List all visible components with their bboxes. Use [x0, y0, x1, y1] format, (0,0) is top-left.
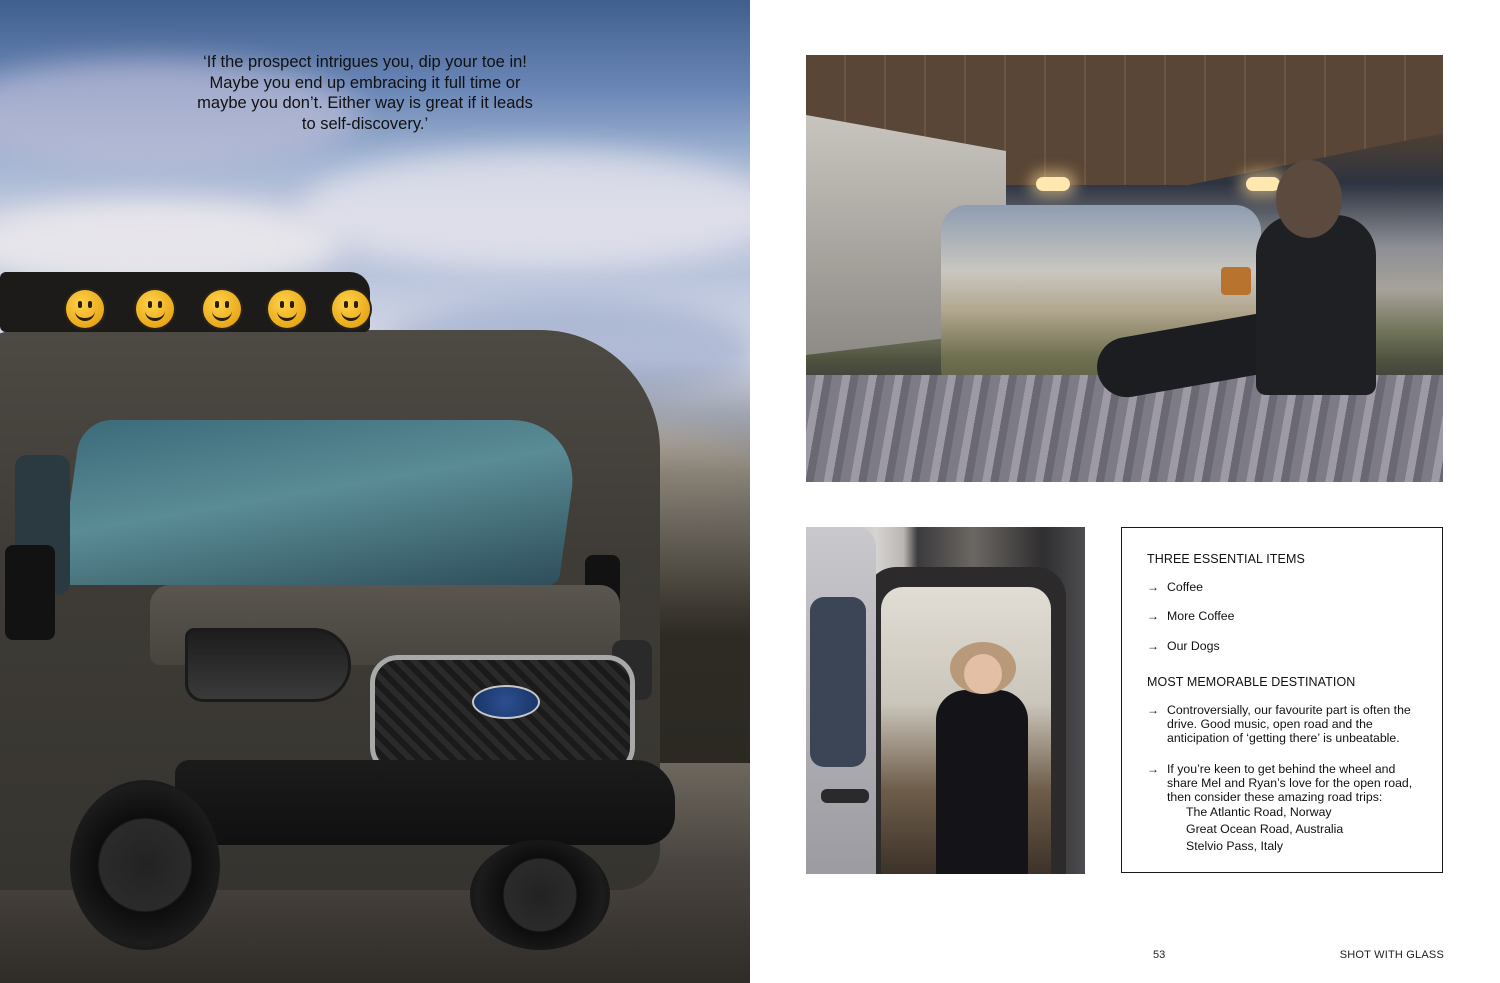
- road-trip-list: [1186, 804, 1417, 855]
- essential-item: Coffee: [1167, 580, 1204, 595]
- arrow-right-icon: →: [1147, 638, 1159, 653]
- page-number: 53: [1153, 949, 1166, 961]
- road-trip-intro: If you’re keen to get behind the wheel and share Mel and Ryan’s love for the open road, then consider these amazing road trips:: [1167, 761, 1413, 805]
- info-box: [1121, 527, 1443, 873]
- list-item: [1147, 762, 1417, 856]
- ford-logo: [472, 685, 540, 719]
- destination-heading: MOST MEMORABLE DESTINATION: [1147, 674, 1356, 689]
- list-item: [1147, 703, 1417, 746]
- van-wheel: [70, 780, 220, 950]
- smiley-light-icon: [136, 290, 174, 328]
- van-interior-photo: [806, 55, 1443, 482]
- road-trip-item: Great Ocean Road, Australia: [1186, 822, 1344, 837]
- arrow-right-icon: →: [1147, 761, 1159, 776]
- van-mirror: [5, 545, 55, 640]
- smiley-light-icon: [332, 290, 370, 328]
- road-trip-item: Stelvio Pass, Italy: [1186, 839, 1284, 854]
- woman-in-parka: [916, 642, 1036, 874]
- door-window: [810, 597, 866, 767]
- van-headlight: [185, 628, 351, 702]
- essential-item: More Coffee: [1167, 609, 1235, 624]
- destination-paragraph: Controversially, our favourite part is often the drive. Good music, open road and the anticipation of ‘getting there’ is unbeatable.: [1167, 703, 1411, 746]
- ceiling-lamp-icon: [1036, 177, 1070, 191]
- arrow-right-icon: →: [1147, 609, 1159, 624]
- van-wheel: [470, 840, 610, 950]
- pull-quote: ‘If the prospect intrigues you, dip your toe in! Maybe you end up embracing it full time or maybe you don’t. Either way is great if it leads to self-discovery.’: [197, 53, 533, 133]
- smiley-light-icon: [203, 290, 241, 328]
- road-trip-item: The Atlantic Road, Norway: [1186, 805, 1332, 820]
- essential-item: Our Dogs: [1167, 638, 1220, 653]
- arrow-right-icon: →: [1147, 580, 1159, 595]
- section-label: SHOT WITH GLASS: [1339, 949, 1444, 961]
- sliding-door: [806, 527, 876, 874]
- smiley-light-icon: [66, 290, 104, 328]
- arrow-right-icon: →: [1147, 703, 1159, 718]
- door-handle: [821, 789, 869, 803]
- smiley-light-icon: [268, 290, 306, 328]
- list-item: [1147, 609, 1417, 623]
- list-item: [1147, 639, 1417, 653]
- van-bumper: [175, 760, 675, 845]
- van-doorway-photo: [806, 527, 1085, 874]
- list-item: [1147, 580, 1417, 594]
- roof-rack: [0, 272, 370, 332]
- van-windshield: [58, 420, 581, 585]
- essentials-heading: THREE ESSENTIAL ITEMS: [1147, 552, 1305, 566]
- coffee-mug-icon: [1221, 267, 1251, 295]
- cloud: [300, 150, 750, 270]
